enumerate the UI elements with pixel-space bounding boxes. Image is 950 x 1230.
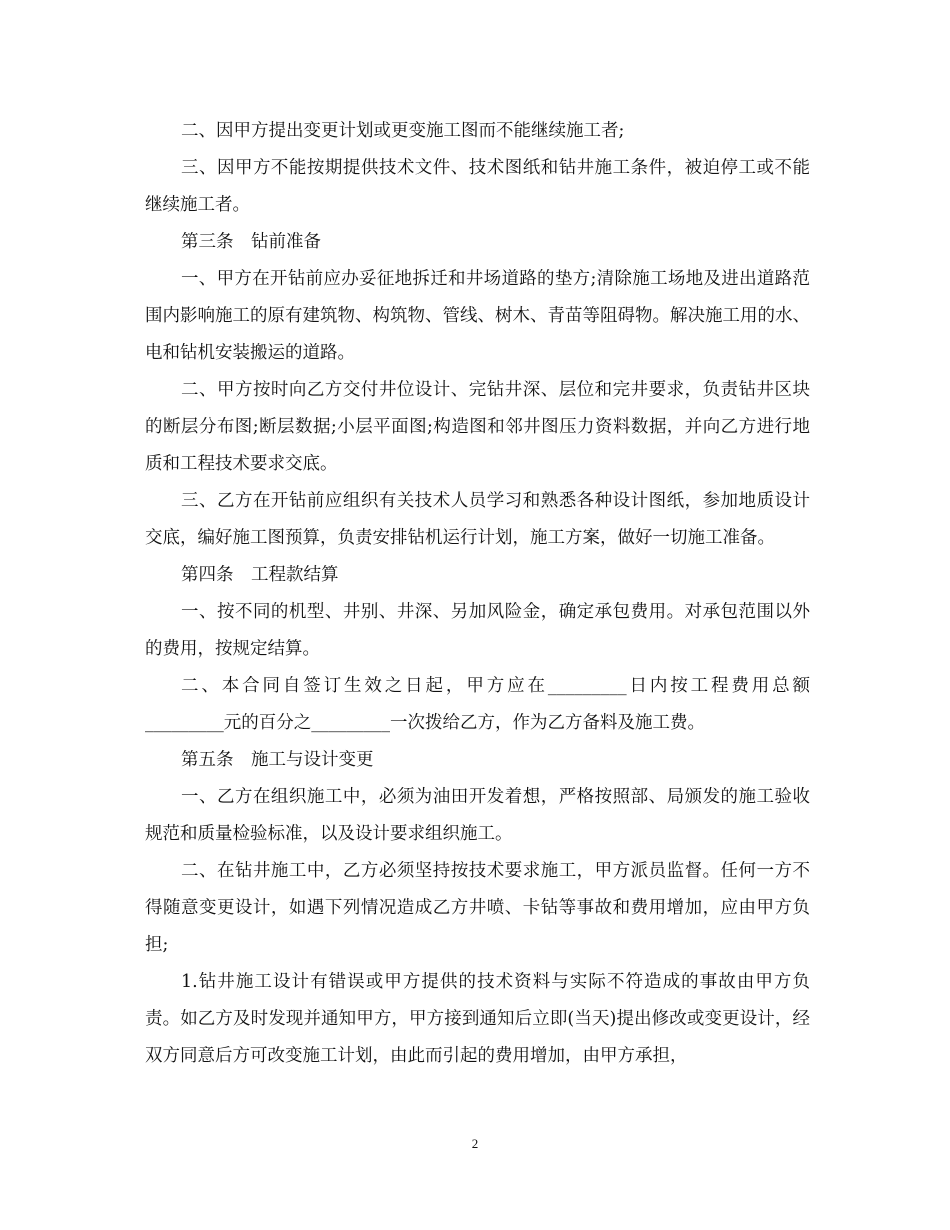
paragraph: 二、甲方按时向乙方交付井位设计、完钻井深、层位和完井要求，负责钻井区块的断层分布图;断层数据;小层平面图;构造图和邻井图压力资料数据，并向乙方进行地质和工程技术要求交底。 — [145, 380, 810, 474]
article-heading: 第五条 施工与设计变更 — [181, 750, 374, 770]
paragraph: 三、因甲方不能按期提供技术文件、技术图纸和钻井施工条件，被迫停工或不能继续施工者。 — [145, 158, 810, 215]
paragraph: 一、按不同的机型、井别、井深、另加风险金，确定承包费用。对承包范围以外的费用，按规定结算。 — [145, 602, 810, 659]
paragraph: 二、在钻井施工中，乙方必须坚持按技术要求施工，甲方派员监督。任何一方不得随意变更设计，如遇下列情况造成乙方井喷、卡钻等事故和费用增加，应由甲方负担; — [145, 861, 810, 955]
page-number: 2 — [471, 1136, 479, 1151]
paragraph: 1.钻井施工设计有错误或甲方提供的技术资料与实际不符造成的事故由甲方负责。如乙方及时发现并通知甲方，甲方接到通知后立即(当天)提出修改或变更设计，经双方同意后方可改变施工计划，由此而引起的费用增加，由甲方承担， — [145, 972, 810, 1066]
paragraph: 一、乙方在组织施工中，必须为油田开发着想，严格按照部、局颁发的施工验收规范和质量检验标准，以及设计要求组织施工。 — [145, 787, 810, 844]
paragraph: 二、本合同自签订生效之日起，甲方应在_________日内按工程费用总额_________元的百分之_________一次拨给乙方，作为乙方备料及施工费。 — [145, 676, 810, 733]
article-heading: 第四条 工程款结算 — [181, 565, 339, 585]
article-heading: 第三条 钻前准备 — [181, 232, 321, 252]
paragraph: 三、乙方在开钻前应组织有关技术人员学习和熟悉各种设计图纸，参加地质设计交底，编好施工图预算，负责安排钻机运行计划，施工方案，做好一切施工准备。 — [145, 491, 810, 548]
paragraph: 一、甲方在开钻前应办妥征地拆迁和井场道路的垫方;清除施工场地及进出道路范围内影响施工的原有建筑物、构筑物、管线、树木、青苗等阻碍物。解决施工用的水、电和钻机安装搬运的道路。 — [145, 269, 810, 363]
document-body — [145, 113, 810, 1075]
paragraph: 二、因甲方提出变更计划或更变施工图而不能继续施工者; — [181, 121, 625, 141]
